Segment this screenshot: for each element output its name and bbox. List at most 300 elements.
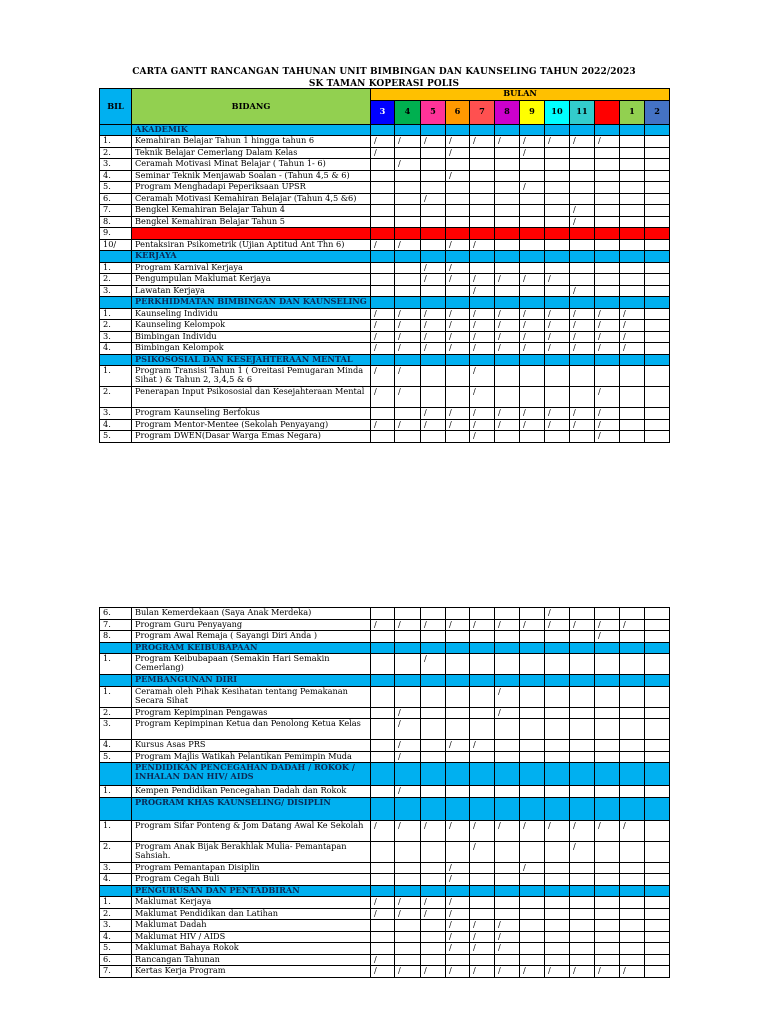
month-empty-cell bbox=[570, 931, 595, 943]
month-empty-cell bbox=[645, 686, 670, 707]
month-mark-cell: / bbox=[446, 943, 470, 955]
month-mark-cell: / bbox=[545, 274, 570, 286]
month-empty-cell bbox=[395, 262, 421, 274]
month-empty-cell bbox=[371, 182, 395, 194]
month-empty-cell bbox=[545, 897, 570, 909]
month-empty-cell bbox=[620, 285, 645, 297]
month-empty-cell bbox=[570, 943, 595, 955]
month-empty-cell bbox=[620, 908, 645, 920]
section-month-cell bbox=[395, 124, 421, 136]
month-empty-cell bbox=[545, 931, 570, 943]
month-empty-cell bbox=[620, 182, 645, 194]
month-mark-cell: / bbox=[470, 943, 495, 955]
month-empty-cell bbox=[371, 608, 395, 620]
month-empty-cell bbox=[495, 954, 520, 966]
month-mark-cell: / bbox=[520, 136, 545, 148]
month-mark-cell: / bbox=[520, 820, 545, 841]
month-empty-cell bbox=[395, 841, 421, 862]
month-empty-cell bbox=[570, 262, 595, 274]
section-month-cell bbox=[570, 763, 595, 786]
month-mark-cell: / bbox=[421, 262, 446, 274]
section-month-cell bbox=[395, 297, 421, 309]
month-mark-cell: / bbox=[470, 387, 495, 408]
section-month-cell bbox=[520, 124, 545, 136]
activity-row bbox=[100, 239, 670, 251]
activity-row bbox=[100, 419, 670, 431]
month-empty-cell bbox=[446, 954, 470, 966]
month-mark-cell: / bbox=[570, 308, 595, 320]
month-mark-cell: / bbox=[421, 908, 446, 920]
month-mark-cell: / bbox=[470, 419, 495, 431]
month-empty-cell bbox=[395, 654, 421, 675]
month-empty-cell bbox=[495, 366, 520, 387]
month-empty-cell bbox=[645, 931, 670, 943]
month-mark-cell: / bbox=[446, 262, 470, 274]
section-month-cell bbox=[520, 763, 545, 786]
row-number: 4. bbox=[100, 740, 132, 752]
section-month-cell bbox=[570, 797, 595, 820]
month-mark-cell: / bbox=[446, 419, 470, 431]
month-empty-cell bbox=[495, 216, 520, 228]
activity-name: Bengkel Kemahiran Belajar Tahun 5 bbox=[132, 216, 371, 228]
section-bil-cell bbox=[100, 297, 132, 309]
month-empty-cell bbox=[570, 147, 595, 159]
month-empty-cell bbox=[645, 841, 670, 862]
month-mark-cell: / bbox=[520, 320, 545, 332]
section-month-cell bbox=[570, 297, 595, 309]
activity-name: Program Sifar Ponteng & Jom Datang Awal Ke Sekolah bbox=[132, 820, 371, 841]
activity-name: Kertas Kerja Program bbox=[132, 966, 371, 978]
month-mark-cell: / bbox=[371, 419, 395, 431]
month-mark-cell: / bbox=[371, 147, 395, 159]
activity-name: Lawatan Kerjaya bbox=[132, 285, 371, 297]
row-number: 6. bbox=[100, 193, 132, 205]
month-mark-cell: / bbox=[595, 408, 620, 420]
month-empty-cell bbox=[371, 874, 395, 886]
section-month-cell bbox=[421, 675, 446, 687]
activity-row bbox=[100, 943, 670, 955]
month-empty-cell bbox=[421, 862, 446, 874]
month-mark-cell: / bbox=[395, 331, 421, 343]
month-empty-cell bbox=[395, 147, 421, 159]
month-empty-cell bbox=[446, 387, 470, 408]
section-title: PENGURUSAN DAN PENTADBIRAN bbox=[132, 885, 371, 897]
month-empty-cell bbox=[470, 193, 495, 205]
month-empty-cell bbox=[421, 387, 446, 408]
month-mark-cell: / bbox=[570, 966, 595, 978]
month-mark-cell: / bbox=[446, 619, 470, 631]
month-empty-cell bbox=[645, 431, 670, 443]
activity-row bbox=[100, 216, 670, 228]
month-empty-cell bbox=[545, 366, 570, 387]
month-mark-cell: / bbox=[446, 408, 470, 420]
activity-name: Pentaksiran Psikometrik (Ujian Aptitud Ant Thn 6) bbox=[132, 239, 371, 251]
month-mark-cell: / bbox=[470, 820, 495, 841]
month-mark-cell: / bbox=[620, 320, 645, 332]
section-month-cell bbox=[545, 675, 570, 687]
month-mark-cell: / bbox=[395, 820, 421, 841]
month-empty-cell bbox=[421, 182, 446, 194]
month-mark-cell: / bbox=[520, 862, 545, 874]
activity-row bbox=[100, 686, 670, 707]
row-number: 8. bbox=[100, 216, 132, 228]
activity-row bbox=[100, 874, 670, 886]
month-empty-cell bbox=[520, 707, 545, 719]
month-empty-cell bbox=[645, 320, 670, 332]
month-mark-cell: / bbox=[470, 740, 495, 752]
month-empty-cell bbox=[645, 308, 670, 320]
month-empty-cell bbox=[595, 874, 620, 886]
section-month-cell bbox=[421, 885, 446, 897]
month-empty-cell bbox=[470, 205, 495, 217]
month-empty-cell bbox=[595, 285, 620, 297]
month-empty-cell bbox=[421, 707, 446, 719]
section-title: PENDIDIKAN PENCEGAHAN DADAH / ROKOK / INHALAN DAN HIV/ AIDS bbox=[132, 763, 371, 786]
activity-name: Penerapan Input Psikososial dan Kesejahteraan Mental bbox=[132, 387, 371, 408]
month-empty-cell bbox=[645, 239, 670, 251]
section-bil-cell bbox=[100, 675, 132, 687]
month-mark-cell: / bbox=[371, 343, 395, 355]
month-empty-cell bbox=[470, 170, 495, 182]
section-month-cell bbox=[595, 642, 620, 654]
month-mark-cell: / bbox=[395, 707, 421, 719]
section-month-cell bbox=[520, 354, 545, 366]
month-empty-cell bbox=[495, 147, 520, 159]
section-month-cell bbox=[495, 297, 520, 309]
header-bulan: BULAN bbox=[371, 89, 670, 101]
month-mark-cell: / bbox=[371, 308, 395, 320]
month-empty-cell bbox=[446, 608, 470, 620]
header-bidang: BIDANG bbox=[132, 89, 371, 125]
month-mark-cell: / bbox=[446, 308, 470, 320]
month-empty-cell bbox=[645, 874, 670, 886]
section-month-cell bbox=[421, 642, 446, 654]
month-mark-cell: / bbox=[595, 387, 620, 408]
month-empty-cell bbox=[620, 387, 645, 408]
row-number: 5. bbox=[100, 182, 132, 194]
month-empty-cell bbox=[595, 274, 620, 286]
month-empty-cell bbox=[520, 719, 545, 740]
row-number: 5. bbox=[100, 431, 132, 443]
month-empty-cell bbox=[421, 159, 446, 171]
month-header-7: 7 bbox=[470, 100, 495, 124]
month-mark-cell: / bbox=[570, 216, 595, 228]
row-number: 3. bbox=[100, 285, 132, 297]
month-empty-cell bbox=[645, 205, 670, 217]
month-mark-cell: / bbox=[446, 320, 470, 332]
month-empty-cell bbox=[520, 954, 545, 966]
month-empty-cell bbox=[620, 751, 645, 763]
row-number: 4. bbox=[100, 874, 132, 886]
activity-row bbox=[100, 608, 670, 620]
month-empty-cell bbox=[470, 786, 495, 798]
month-empty-cell bbox=[545, 170, 570, 182]
month-empty-cell bbox=[620, 274, 645, 286]
month-empty-cell bbox=[470, 719, 495, 740]
month-empty-cell bbox=[645, 966, 670, 978]
month-empty-cell bbox=[645, 954, 670, 966]
month-mark-cell: / bbox=[395, 136, 421, 148]
month-empty-cell bbox=[595, 943, 620, 955]
month-empty-cell bbox=[545, 262, 570, 274]
section-month-cell bbox=[595, 797, 620, 820]
month-empty-cell bbox=[595, 366, 620, 387]
month-empty-cell bbox=[620, 216, 645, 228]
month-empty-cell bbox=[421, 719, 446, 740]
month-empty-cell bbox=[570, 387, 595, 408]
activity-name: Ceramah oleh Pihak Kesihatan tentang Pemakanan Secara Sihat bbox=[132, 686, 371, 707]
month-mark-cell: / bbox=[395, 908, 421, 920]
month-mark-cell: / bbox=[371, 136, 395, 148]
month-empty-cell bbox=[545, 719, 570, 740]
month-empty-cell bbox=[520, 239, 545, 251]
month-empty-cell bbox=[620, 262, 645, 274]
month-mark-cell: / bbox=[470, 619, 495, 631]
month-empty-cell bbox=[645, 182, 670, 194]
month-mark-cell: / bbox=[595, 308, 620, 320]
month-mark-cell: / bbox=[371, 908, 395, 920]
activity-row bbox=[100, 159, 670, 171]
activity-row bbox=[100, 136, 670, 148]
month-empty-cell bbox=[421, 216, 446, 228]
month-mark-cell: / bbox=[395, 619, 421, 631]
section-month-cell bbox=[421, 763, 446, 786]
month-empty-cell bbox=[620, 920, 645, 932]
month-empty-cell bbox=[421, 686, 446, 707]
month-mark-cell: / bbox=[421, 308, 446, 320]
month-empty-cell bbox=[520, 654, 545, 675]
month-mark-cell: / bbox=[545, 320, 570, 332]
month-mark-cell: / bbox=[595, 619, 620, 631]
section-bil-cell bbox=[100, 763, 132, 786]
activity-name: Kaunseling Kelompok bbox=[132, 320, 371, 332]
row-number: 1. bbox=[100, 654, 132, 675]
row-number: 3. bbox=[100, 331, 132, 343]
month-empty-cell bbox=[495, 182, 520, 194]
activity-name: Kaunseling Individu bbox=[132, 308, 371, 320]
month-empty-cell bbox=[446, 631, 470, 643]
month-empty-cell bbox=[645, 366, 670, 387]
month-empty-cell bbox=[421, 920, 446, 932]
section-header-row bbox=[100, 675, 670, 687]
month-mark-cell: / bbox=[520, 419, 545, 431]
month-mark-cell: / bbox=[470, 431, 495, 443]
month-mark-cell: / bbox=[570, 136, 595, 148]
month-mark-cell: / bbox=[395, 740, 421, 752]
month-empty-cell bbox=[520, 216, 545, 228]
section-month-cell bbox=[645, 763, 670, 786]
section-header-row bbox=[100, 251, 670, 263]
section-month-cell bbox=[545, 885, 570, 897]
section-month-cell bbox=[645, 297, 670, 309]
activity-name: Rancangan Tahunan bbox=[132, 954, 371, 966]
month-empty-cell bbox=[645, 751, 670, 763]
section-title: PERKHIDMATAN BIMBINGAN DAN KAUNSELING bbox=[132, 297, 371, 309]
activity-name: Maklumat HIV / AIDS bbox=[132, 931, 371, 943]
section-header-row bbox=[100, 885, 670, 897]
month-empty-cell bbox=[520, 631, 545, 643]
month-empty-cell bbox=[395, 182, 421, 194]
section-month-cell bbox=[570, 885, 595, 897]
month-empty-cell bbox=[371, 285, 395, 297]
month-empty-cell bbox=[545, 707, 570, 719]
activity-row bbox=[100, 320, 670, 332]
month-empty-cell bbox=[595, 751, 620, 763]
month-empty-cell bbox=[645, 170, 670, 182]
month-mark-cell: / bbox=[395, 343, 421, 355]
section-month-cell bbox=[620, 763, 645, 786]
month-empty-cell bbox=[620, 943, 645, 955]
month-empty-cell bbox=[395, 920, 421, 932]
month-empty-cell bbox=[495, 239, 520, 251]
month-empty-cell bbox=[595, 841, 620, 862]
month-empty-cell bbox=[520, 170, 545, 182]
row-number: 3. bbox=[100, 862, 132, 874]
month-mark-cell: / bbox=[545, 308, 570, 320]
month-mark-cell: / bbox=[446, 170, 470, 182]
month-mark-cell: / bbox=[495, 308, 520, 320]
section-month-cell bbox=[595, 885, 620, 897]
month-empty-cell bbox=[520, 686, 545, 707]
activity-row bbox=[100, 619, 670, 631]
row-number: 2. bbox=[100, 387, 132, 408]
row-number: 3. bbox=[100, 920, 132, 932]
section-month-cell bbox=[620, 885, 645, 897]
activity-name: Kursus Asas PRS bbox=[132, 740, 371, 752]
month-empty-cell bbox=[570, 159, 595, 171]
month-empty-cell bbox=[620, 608, 645, 620]
month-mark-cell: / bbox=[421, 274, 446, 286]
activity-row bbox=[100, 228, 670, 240]
activity-row bbox=[100, 862, 670, 874]
month-mark-cell: / bbox=[520, 966, 545, 978]
month-empty-cell bbox=[545, 387, 570, 408]
month-empty-cell bbox=[470, 262, 495, 274]
month-empty-cell bbox=[395, 631, 421, 643]
month-mark-cell: / bbox=[495, 966, 520, 978]
month-empty-cell bbox=[545, 285, 570, 297]
section-bil-cell bbox=[100, 124, 132, 136]
month-empty-cell bbox=[446, 205, 470, 217]
month-empty-cell bbox=[645, 193, 670, 205]
month-empty-cell bbox=[545, 193, 570, 205]
section-month-cell bbox=[620, 297, 645, 309]
month-empty-cell bbox=[495, 751, 520, 763]
month-mark-cell: / bbox=[421, 419, 446, 431]
section-month-cell bbox=[395, 251, 421, 263]
month-empty-cell bbox=[570, 740, 595, 752]
row-number: 2. bbox=[100, 147, 132, 159]
month-empty-cell bbox=[620, 170, 645, 182]
month-empty-cell bbox=[520, 285, 545, 297]
section-month-cell bbox=[421, 251, 446, 263]
month-mark-cell: / bbox=[470, 285, 495, 297]
month-empty-cell bbox=[395, 193, 421, 205]
month-empty-cell bbox=[570, 239, 595, 251]
month-empty-cell bbox=[395, 874, 421, 886]
month-mark-cell: / bbox=[520, 343, 545, 355]
activity-row bbox=[100, 908, 670, 920]
month-mark-cell: / bbox=[371, 897, 395, 909]
month-empty-cell bbox=[645, 285, 670, 297]
month-mark-cell: / bbox=[421, 966, 446, 978]
activity-row bbox=[100, 966, 670, 978]
month-mark-cell: / bbox=[470, 931, 495, 943]
activity-row bbox=[100, 331, 670, 343]
month-empty-cell bbox=[446, 719, 470, 740]
month-empty-cell bbox=[421, 170, 446, 182]
month-empty-cell bbox=[645, 719, 670, 740]
month-empty-cell bbox=[645, 408, 670, 420]
month-mark-cell: / bbox=[495, 920, 520, 932]
month-empty-cell bbox=[395, 686, 421, 707]
month-empty-cell bbox=[495, 159, 520, 171]
activity-name: Ceramah Motivasi Kemahiran Belajar (Tahun 4,5 &6) bbox=[132, 193, 371, 205]
section-month-cell bbox=[371, 124, 395, 136]
month-empty-cell bbox=[620, 431, 645, 443]
month-mark-cell: / bbox=[470, 320, 495, 332]
month-mark-cell: / bbox=[595, 631, 620, 643]
month-empty-cell bbox=[595, 931, 620, 943]
month-empty-cell bbox=[371, 920, 395, 932]
month-empty-cell bbox=[395, 216, 421, 228]
month-empty-cell bbox=[620, 419, 645, 431]
month-mark-cell: / bbox=[395, 366, 421, 387]
activity-row bbox=[100, 631, 670, 643]
section-month-cell bbox=[446, 642, 470, 654]
section-month-cell bbox=[421, 797, 446, 820]
month-empty-cell bbox=[645, 262, 670, 274]
section-month-cell bbox=[371, 642, 395, 654]
month-mark-cell: / bbox=[570, 408, 595, 420]
month-empty-cell bbox=[446, 366, 470, 387]
section-month-cell bbox=[470, 642, 495, 654]
month-empty-cell bbox=[520, 262, 545, 274]
section-title: PROGRAM KEIBUBAPAAN bbox=[132, 642, 371, 654]
month-mark-cell: / bbox=[595, 343, 620, 355]
month-empty-cell bbox=[545, 751, 570, 763]
month-empty-cell bbox=[570, 654, 595, 675]
section-month-cell bbox=[446, 354, 470, 366]
section-month-cell bbox=[470, 885, 495, 897]
row-number: 5. bbox=[100, 751, 132, 763]
month-empty-cell bbox=[520, 908, 545, 920]
activity-name: Kemahiran Belajar Tahun 1 hingga tahun 6 bbox=[132, 136, 371, 148]
month-mark-cell: / bbox=[371, 320, 395, 332]
month-mark-cell: / bbox=[570, 820, 595, 841]
month-mark-cell: / bbox=[470, 841, 495, 862]
month-empty-cell bbox=[495, 908, 520, 920]
month-empty-cell bbox=[495, 862, 520, 874]
section-month-cell bbox=[520, 251, 545, 263]
activity-name: Maklumat Dadah bbox=[132, 920, 371, 932]
month-empty-cell bbox=[620, 193, 645, 205]
month-empty-cell bbox=[371, 707, 395, 719]
section-month-cell bbox=[645, 354, 670, 366]
month-mark-cell: / bbox=[395, 786, 421, 798]
activity-name: Teknik Belajar Cemerlang Dalam Kelas bbox=[132, 147, 371, 159]
month-empty-cell bbox=[570, 686, 595, 707]
month-empty-cell bbox=[371, 193, 395, 205]
month-mark-cell: / bbox=[446, 862, 470, 874]
month-empty-cell bbox=[371, 931, 395, 943]
month-mark-cell: / bbox=[446, 820, 470, 841]
month-empty-cell bbox=[545, 862, 570, 874]
month-empty-cell bbox=[395, 170, 421, 182]
month-empty-cell bbox=[495, 786, 520, 798]
month-empty-cell bbox=[645, 908, 670, 920]
month-empty-cell bbox=[495, 431, 520, 443]
